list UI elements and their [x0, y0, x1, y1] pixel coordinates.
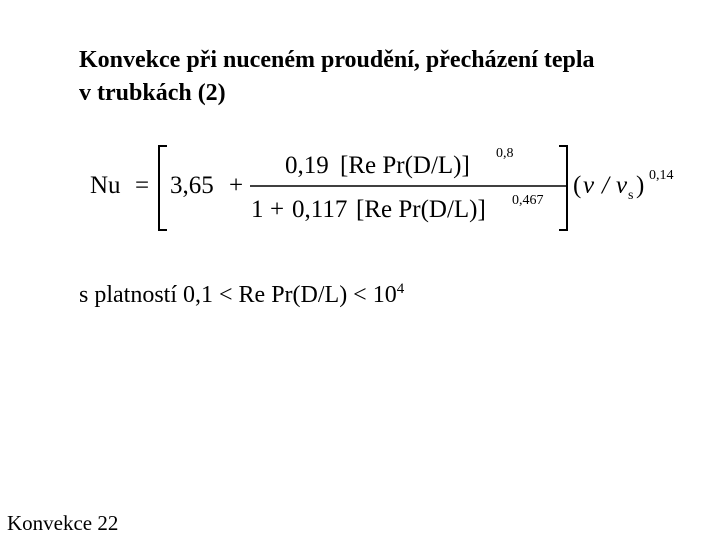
validity-condition — [79, 280, 404, 310]
formula-equals: = — [135, 172, 150, 199]
numerator-exponent: 0,8 — [496, 146, 514, 161]
title-line-2: v trubkách (2) — [79, 80, 226, 106]
ratio-nu-s: ν — [616, 172, 628, 199]
formula-constant: 3,65 — [170, 172, 214, 199]
validity-text: s platností 0,1 < Re Pr(D/L) < 10 — [79, 282, 397, 308]
formula-lhs: Nu — [90, 172, 121, 199]
ratio-open-paren: ( — [573, 172, 582, 199]
ratio-exponent: 0,14 — [649, 168, 674, 183]
formula-plus: + — [229, 172, 244, 199]
slide-title — [79, 44, 699, 110]
slide-footer: Konvekce 22 — [7, 511, 119, 535]
numerator-coef: 0,19 — [285, 152, 329, 179]
denominator-plus: + — [270, 196, 285, 223]
denominator-exponent: 0,467 — [512, 193, 544, 208]
denominator-coef: 0,117 — [292, 196, 348, 223]
nusselt-formula — [80, 140, 700, 240]
ratio-slash: / — [602, 172, 609, 199]
right-bracket — [559, 146, 567, 230]
denominator-group: [Re Pr(D/L)] — [356, 196, 486, 223]
left-bracket — [159, 146, 167, 230]
title-line-1: Konvekce při nuceném proudění, přecházení tepla — [79, 47, 595, 73]
numerator-group: [Re Pr(D/L)] — [340, 152, 470, 179]
denominator-one: 1 — [251, 196, 264, 223]
ratio-close-paren: ) — [636, 172, 645, 199]
ratio-subscript: s — [628, 188, 634, 203]
ratio-nu: ν — [583, 172, 595, 199]
validity-exponent: 4 — [396, 281, 405, 297]
